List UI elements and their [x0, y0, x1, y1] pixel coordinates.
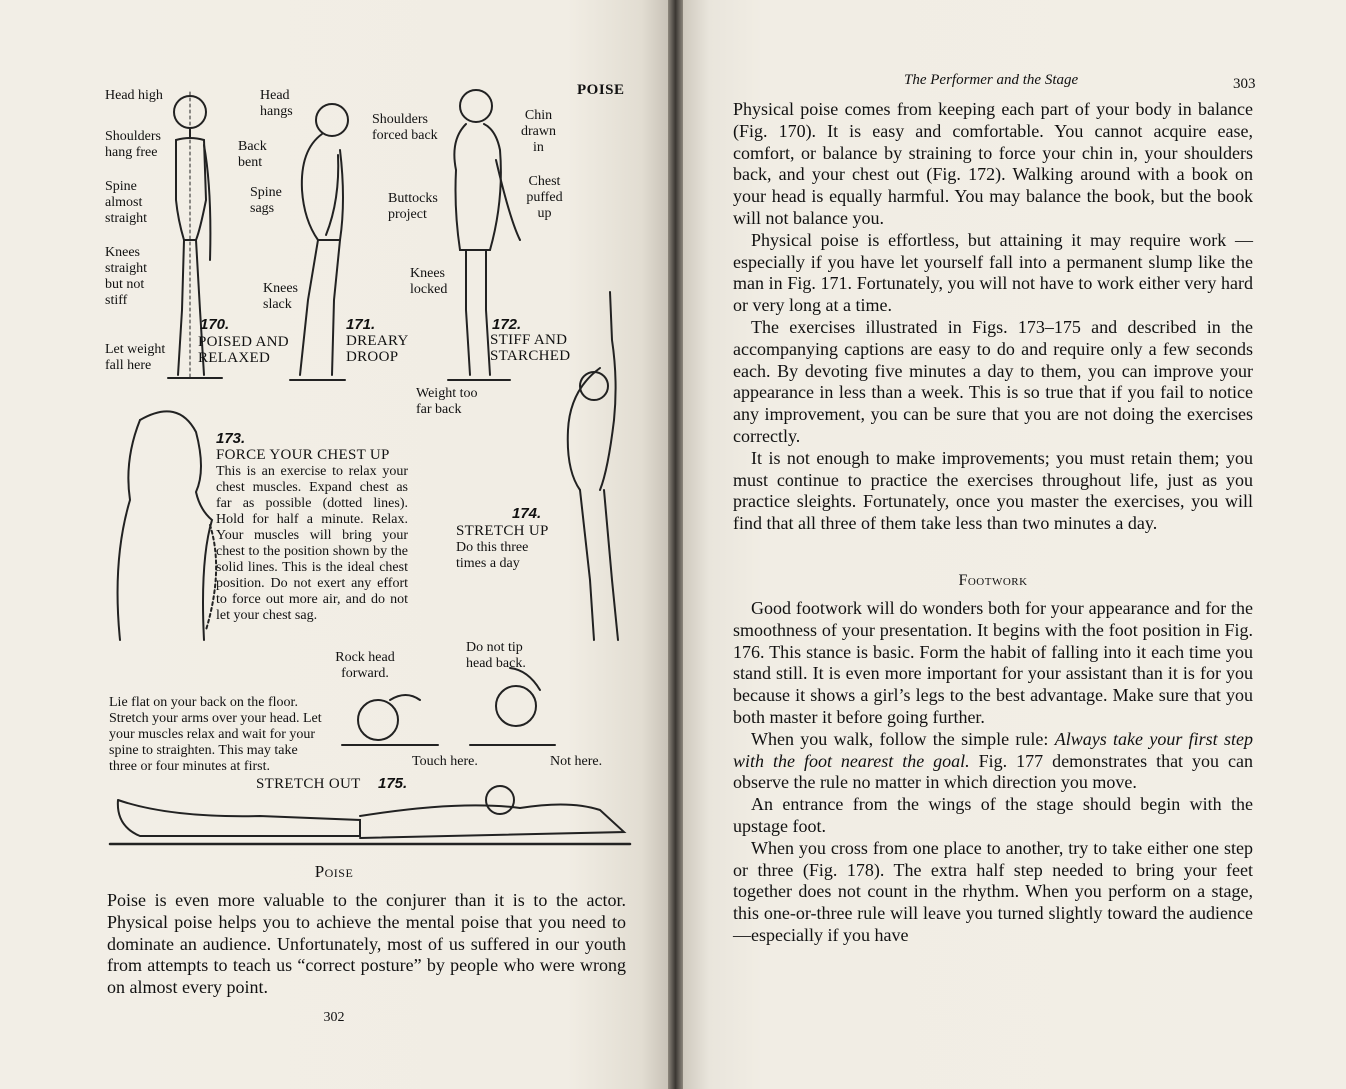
- label-shoulders-forced-back: Shoulders forced back: [372, 112, 438, 143]
- walk-pre: When you walk, follow the simple rule:: [751, 728, 1055, 749]
- fig173-caption: FORCE YOUR CHEST UP: [216, 447, 390, 463]
- fig175-number: [378, 775, 407, 793]
- right-page-number: 303: [1233, 76, 1256, 92]
- fig174-caption: STRETCH UP: [456, 523, 549, 539]
- walk-post: Fig. 177 demonstrates that you can observe the rule no matter in which direction you move.: [733, 750, 1253, 793]
- fig170-caption: POISED AND RELAXED: [198, 334, 289, 366]
- fig175-caption: STRETCH OUT: [256, 776, 361, 792]
- fig172-caption: STIFF AND STARCHED: [490, 332, 571, 364]
- figure-chest-exercise: [118, 411, 217, 640]
- label-not-here: Not here.: [550, 754, 603, 769]
- left-page: [0, 0, 668, 1089]
- label-chin-drawn-in: Chin drawn in: [521, 108, 556, 155]
- fig170-number-text: 170.: [200, 316, 230, 333]
- fig171-number-text: 171.: [346, 316, 376, 333]
- label-touch-here: Touch here.: [412, 754, 478, 769]
- label-shoulders-hang-free: Shoulders hang free: [105, 129, 161, 160]
- fig171-caption: DREARY DROOP: [346, 333, 409, 365]
- paragraph-cross: When you cross from one place to another, try to take either one step or three (Fig. 178). The extra half step needed to bring your feet together does not count in the rhythm. When you perform on a stage, this one-or-three rule will leave you turned slightly toward the audience—especially if you have: [733, 837, 1253, 945]
- label-knees-straight: Knees straight but not stiff: [105, 245, 147, 308]
- paragraph-1: Physical poise comes from keeping each part of your body in balance (Fig. 170). It is easy and comfortable. You cannot acquire ease, comfort, or balance by straining to force your chin in, your shoulders back, and your chest out (Fig. 172). Walking around with a book on your head is equally harmful. You may balance the book, but the book will not balance you.: [733, 99, 1253, 228]
- label-let-weight-fall: Let weight fall here: [105, 342, 166, 373]
- paragraph-footwork: Good footwork will do wonders both for your appearance and for the smoothness of your presentation. It begins with the foot position in Fig. 176. This stance is basic. Form the habit of falling into it each time you stand still. It is even more important for your assistant than it is for you because it shows a girl’s legs to the best advantage. Make sure that you both master it before going further.: [733, 598, 1253, 727]
- label-head-high: Head high: [105, 88, 163, 103]
- fig174-number-text: 174.: [512, 505, 542, 522]
- fig171-number: [346, 316, 375, 334]
- paragraph-4: It is not enough to make improvements; you must retain them; you must continue to practice the exercises throughout life, just as you practice sleights. Fortunately, once you master the exercises, you will find that all three of them take less than two minutes a day.: [733, 447, 1253, 534]
- fig173-text: This is an exercise to relax your chest muscles. Expand chest as far as possible (dotted lines). Hold for half a minute. Relax. Your muscles will bring your chest to the position shown by the solid lines. This is the ideal chest position. Do not exert any effort to force out more air, and do not let your chest sag.: [216, 464, 408, 623]
- label-do-not-tip-head: Do not tip head back.: [466, 640, 526, 671]
- poise-paragraph: Poise is even more valuable to the conjurer than it is to the actor. Physical poise helps you to achieve the mental poise that you need to dominate an audience. Unfortunately, most of us suffered in our youth from attempts to teach us “correct posture” by people who were wrong on almost every point.: [107, 890, 626, 998]
- fig172-number-text: 172.: [492, 316, 522, 333]
- fig174-text: Do this three times a day: [456, 540, 529, 571]
- paragraph-3: The exercises illustrated in Figs. 173–175 and described in the accompanying captions are easy to do and require only a few seconds each. By devoting five minutes a day to them, you can improve your appearance in less than a week. This is so true that if you fail to notice any improvement, you can be sure that you are not doing the exercises correctly.: [733, 316, 1253, 446]
- label-buttocks-project: Buttocks project: [388, 191, 438, 222]
- figure-lying-stretch: [110, 786, 630, 844]
- right-page: [683, 0, 1346, 1089]
- left-page-number: 302: [323, 1010, 345, 1025]
- label-knees-locked: Knees locked: [410, 266, 448, 297]
- fig173-number-text: 173.: [216, 430, 246, 447]
- walk-rule: Always take your first step with the foot nearest the goal.: [733, 728, 1253, 771]
- label-rock-head-forward: Rock head forward.: [335, 650, 395, 681]
- label-chest-puffed-up: Chest puffed up: [526, 174, 563, 221]
- paragraph-walk: [733, 729, 1253, 794]
- right-body-part1: [733, 99, 1253, 535]
- fig174-number: [512, 505, 541, 523]
- figure-dreary-droop: [290, 104, 348, 380]
- page-header: POISE: [577, 82, 625, 98]
- fig175-number-text: 175.: [378, 775, 408, 792]
- paragraph-entrance: An entrance from the wings of the stage should begin with the upstage foot.: [733, 794, 1253, 836]
- label-head-hangs: Head hangs: [260, 88, 293, 119]
- right-body-part2: [733, 598, 1253, 947]
- section-title-poise: Poise: [314, 862, 354, 881]
- left-body-text: [107, 890, 626, 999]
- book-gutter: [668, 0, 683, 1089]
- fig175-text: Lie flat on your back on the floor. Stretch your arms over your head. Let your muscles relax and wait for your spine to straighten. This may take three or four minutes at first.: [109, 695, 322, 774]
- label-spine-almost-straight: Spine almost straight: [105, 179, 147, 226]
- fig173-number: [216, 430, 245, 448]
- section-title-footwork: Footwork: [958, 572, 1028, 589]
- running-head: The Performer and the Stage: [904, 72, 1079, 88]
- label-knees-slack: Knees slack: [263, 281, 298, 312]
- label-weight-too-far-back: Weight too far back: [416, 386, 478, 417]
- paragraph-2: Physical poise is effortless, but attaining it may require work —especially if you have let yourself fall into a permanent slump like the man in Fig. 171. Fortunately, you will not have to work either very hard or very long at a time.: [733, 229, 1253, 316]
- fig170-number: [200, 316, 229, 334]
- label-spine-sags: Spine sags: [250, 185, 282, 216]
- label-back-bent: Back bent: [238, 139, 267, 170]
